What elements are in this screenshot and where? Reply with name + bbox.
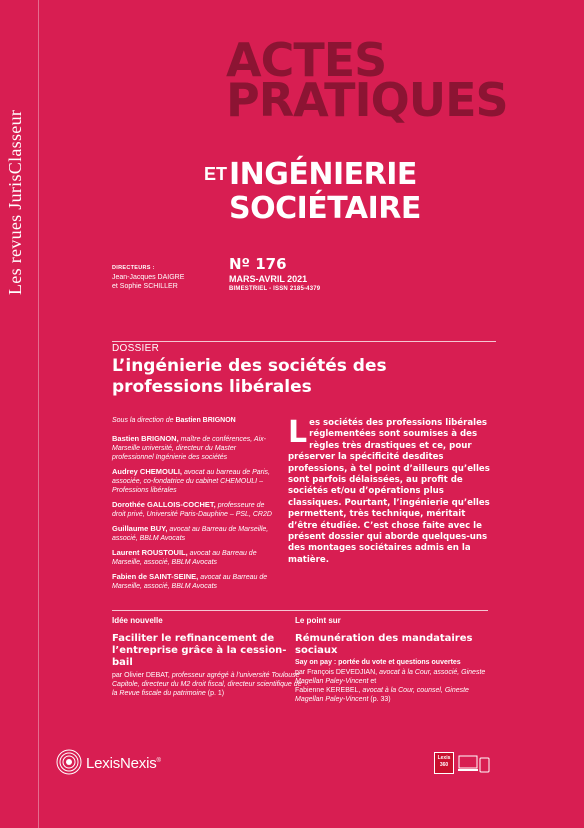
contributor: [112, 572, 277, 591]
dossier-top-rule: [112, 341, 496, 342]
author-name: Fabienne KEREBEL,: [295, 687, 361, 694]
directors-block: [112, 264, 222, 291]
article-title-line-2: l’entreprise grâce à la cession-bail: [112, 645, 287, 668]
side-divider: [38, 0, 39, 828]
contributor: [112, 524, 277, 543]
author-prefix: par: [112, 672, 123, 679]
contributor-name: Dorothée GALLOIS-COCHET,: [112, 500, 216, 509]
subtitle-line-2: SOCIÉTAIRE: [229, 191, 421, 226]
contributor-role: avocat au Barreau de Marseille, associé, BBLM Avocats: [112, 550, 257, 566]
articles-top-rule: [112, 610, 488, 611]
author-connector: et: [370, 678, 377, 685]
badge-line-1: Lexis: [437, 755, 451, 761]
dossier-title-line-2: professions libérales: [112, 377, 312, 397]
article-page: (p. 33): [370, 696, 391, 703]
series-name: [3, 25, 31, 295]
issue-number: Nº 176: [229, 255, 287, 273]
contributor: [112, 434, 277, 462]
contributor-role: maître de conférences, Aix-Marseille université, directeur du Master professionnel Ingénierie des sociétés: [112, 436, 266, 461]
title-connector: ET: [204, 164, 228, 184]
contributor: [112, 548, 277, 567]
article-title-line-1: Faciliter le refinancement de: [112, 633, 275, 644]
publisher-logo: [56, 749, 196, 777]
directors-name-1: Jean-Jacques DAIGRE: [112, 274, 185, 281]
article-rubric: Idée nouvelle: [112, 616, 163, 625]
author-role: avocat à la Cour, counsel, Gineste Magellan Paley-Vincent: [295, 687, 469, 703]
contributor-name: Laurent ROUSTOUIL,: [112, 548, 188, 557]
article-title: [295, 633, 495, 657]
dossier-label: DOSSIER: [112, 343, 160, 354]
contributor-role: professeure de droit privé, Université Paris-Dauphine – PSL, CR2D: [112, 502, 272, 518]
intro-text: es sociétés des professions libérales réglementées sont soumises à des règles très drastiques et ce, pour préserver la spécificité desdites professions, à tel point d’ailleurs qu’elles sont parfois délaissées, au profit de sociétés et/ou d’opérations plus classiques. Pourtant, l’ingénierie qu’elles permettent, très technique, méritait d’être étudiée. C’est chose faite avec le présent dossier qui aborde quelques-uns des montages sociétaires admis en la matière.: [288, 418, 490, 565]
issue-date: MARS-AVRIL 2021: [229, 274, 308, 284]
brand-name: LexisNexis: [86, 755, 157, 772]
devices-icon: [458, 754, 490, 774]
article-title-line-1: Rémunération des mandataires: [295, 633, 473, 644]
author-name: François DEVEDJIAN,: [307, 669, 378, 676]
author-name: Olivier DEBAT,: [124, 672, 170, 679]
article-authors: [295, 668, 495, 704]
journal-subtitle: [229, 158, 569, 226]
contributor-name: Audrey CHEMOULI,: [112, 467, 183, 476]
contributor-role: avocat au barreau de Paris, associée, co-fondatrice du cabinet CHEMOULI – Professions libérales: [112, 469, 270, 494]
contributor: [112, 467, 277, 495]
direction-line: [112, 416, 277, 425]
contributor-name: Guillaume BUY,: [112, 524, 168, 533]
contributors-list: [112, 416, 277, 596]
title-line-2: PRATIQUES: [226, 73, 508, 127]
direction-name: Bastien BRIGNON: [175, 417, 236, 424]
article-left: [112, 616, 302, 698]
contributor-role: avocat au Barreau de Marseille, associé, BBLM Avocats: [112, 526, 269, 542]
issue-block: [229, 256, 409, 292]
directors-name-2: et Sophie SCHILLER: [112, 283, 178, 290]
journal-title: [226, 33, 566, 127]
article-title: [112, 633, 302, 669]
article-author: [112, 671, 302, 698]
article-rubric: Le point sur: [295, 616, 341, 625]
author-role: avocat à la Cour, associé, Gineste Magellan Paley-Vincent: [295, 669, 486, 685]
author-prefix: par: [295, 669, 306, 676]
lexisnexis-emblem-icon: [56, 749, 82, 775]
article-subtitle: Say on pay : portée du vote et questions ouvertes: [295, 659, 461, 666]
badge-line-2: 360: [439, 762, 449, 768]
lexis360-badge: [434, 752, 454, 774]
dossier-introduction: [288, 415, 490, 566]
contributor-name: Bastien BRIGNON,: [112, 434, 179, 443]
dossier-title-line-1: L’ingénierie des sociétés des: [112, 356, 387, 376]
side-band: [0, 0, 40, 828]
article-title-line-2: sociaux: [295, 645, 338, 656]
registered-mark: ®: [156, 758, 161, 764]
series-label: Les revues JurisClasseur: [5, 109, 25, 295]
drop-cap: L: [288, 415, 308, 450]
issue-frequency: BIMESTRIEL - ISSN 2185-4379: [229, 286, 321, 292]
directors-label: DIRECTEURS :: [112, 265, 155, 271]
publisher-name: [86, 755, 161, 772]
contributor-role: avocat au Barreau de Marseille, associé, BBLM Avocats: [112, 574, 268, 590]
article-page: (p. 1): [207, 690, 225, 697]
title-line-1: ACTES: [226, 33, 387, 87]
dossier-title: [112, 356, 412, 398]
direction-prefix: Sous la direction de: [112, 417, 174, 424]
subtitle-line-1: INGÉNIERIE: [229, 157, 417, 192]
article-right: [295, 616, 495, 704]
contributor: [112, 500, 277, 519]
contributor-name: Fabien de SAINT-SEINE,: [112, 572, 199, 581]
author-role: professeur agrégé à l’université Toulouse Capitole, directeur du M2 droit fiscal, directeur scientifique de la Revue fiscale du patrimoine: [112, 672, 302, 697]
